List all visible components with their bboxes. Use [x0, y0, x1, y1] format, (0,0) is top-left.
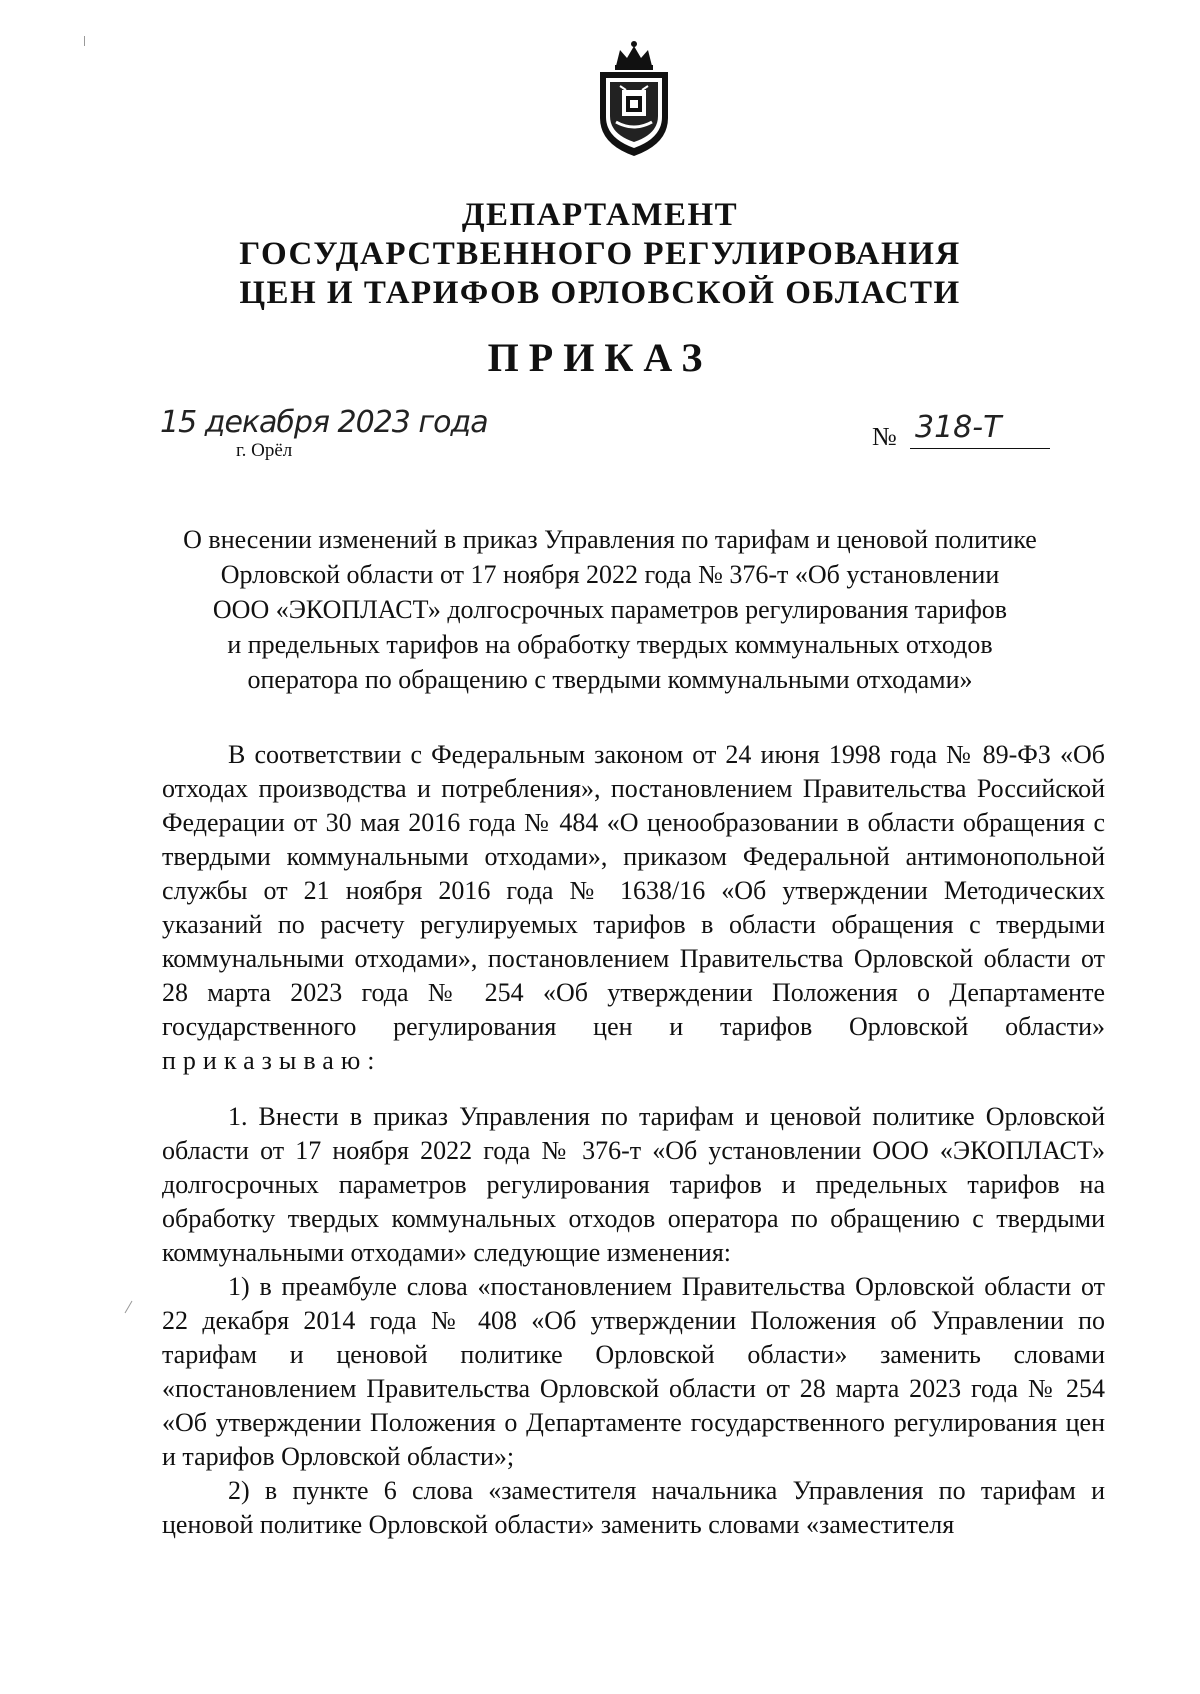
item-1-2-paragraph: 2) в пункте 6 слова «заместителя начальника Управления по тарифам и ценовой политике Орловской области» заменить словами «заместителя: [162, 1476, 1105, 1539]
subject-line: и предельных тарифов на обработку твердых коммунальных отходов: [227, 630, 993, 659]
preamble-paragraph: [162, 738, 1105, 1078]
preamble-text: В соответствии с Федеральным законом от 24 июня 1998 года № 89-ФЗ «Об отходах производства и потребления», постановлением Правительства Российской Федерации от 30 мая 2016 года № 484 «О ценообразовании в области обращения с твердыми коммунальными отходами», приказом Федеральной антимонопольной службы от 21 ноября 2016 года № 1638/16 «Об утверждении Методических указаний по расчету регулируемых тарифов в области обращения с твердыми коммунальными отходами», постановлением Правительства Орловской области от 28 марта 2023 года № 254 «Об утверждении Положения о Департаменте государственного регулирования цен и тарифов Орловской области»: [162, 740, 1105, 1041]
org-title-line: ЦЕН И ТАРИФОВ ОРЛОВСКОЙ ОБЛАСТИ: [239, 275, 961, 311]
number-sign: №: [872, 422, 897, 451]
handwritten-order-number: 318-Т: [915, 410, 1002, 445]
number-underline: [910, 448, 1050, 449]
coat-of-arms-emblem: [586, 40, 682, 160]
document-body: [162, 738, 1105, 1542]
subject-line: ООО «ЭКОПЛАСТ» долгосрочных параметров регулирования тарифов: [212, 595, 1008, 624]
city-label: г. Орёл: [236, 440, 293, 461]
item-1-1-paragraph: 1) в преамбуле слова «постановлением Правительства Орловской области от 22 декабря 2014 года № 408 «Об утверждении Положения об Управлении по тарифам и ценовой политике Орловской области» заменить словами «постановлением Правительства Орловской области от 28 марта 2023 года № 254 «Об утверждении Положения о Департаменте государственного регулирования цен и тарифов Орловской области»;: [162, 1272, 1105, 1471]
subject-line: О внесении изменений в приказ Управления по тарифам и ценовой политике: [183, 525, 1037, 554]
subject-line: Орловской области от 17 ноября 2022 года № 376-т «Об установлении: [220, 560, 1000, 589]
scan-mark: [125, 1301, 133, 1314]
document-subject: [140, 522, 1080, 697]
organization-title: [150, 196, 1050, 313]
scan-mark: [84, 36, 85, 46]
item-1-paragraph: 1. Внести в приказ Управления по тарифам и ценовой политике Орловской области от 17 ноября 2022 года № 376-т «Об установлении ООО «ЭКОПЛАСТ» долгосрочных параметров регулирования тарифов и предельных тарифов на обработку твердых коммунальных отходов оператора по обращению с твердыми коммунальными отходами» следующие изменения:: [162, 1102, 1105, 1267]
order-word: приказываю:: [162, 1046, 382, 1075]
org-title-line: ГОСУДАРСТВЕННОГО РЕГУЛИРОВАНИЯ: [239, 236, 961, 272]
org-title-line: ДЕПАРТАМЕНТ: [461, 197, 739, 233]
document-type-heading: ПРИКАЗ: [487, 335, 713, 380]
subject-line: оператора по обращению с твердыми коммунальными отходами»: [247, 665, 973, 694]
handwritten-date: 15 декабря 2023 года: [160, 405, 488, 440]
